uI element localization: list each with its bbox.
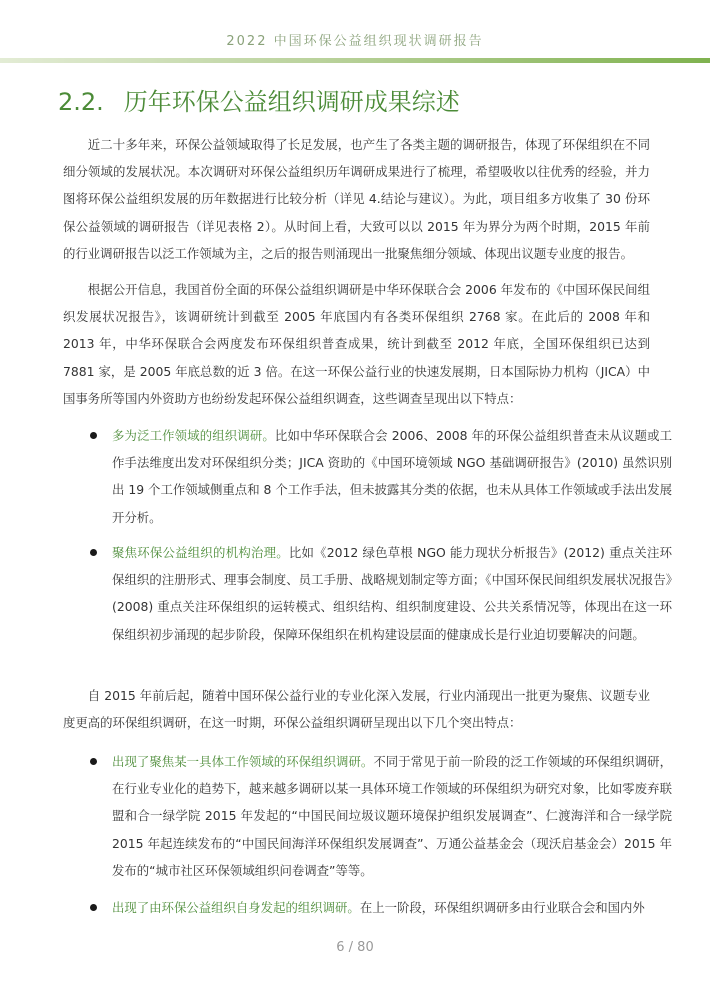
bullet-dot xyxy=(90,549,97,556)
header-title: 2022 中国环保公益组织现状调研报告 xyxy=(226,34,484,49)
bullet-lead: 出现了由环保公益组织自身发起的组织调研。 xyxy=(112,900,360,915)
bullet-item xyxy=(90,422,672,531)
header-rule xyxy=(0,58,710,63)
section-title: 历年环保公益组织调研成果综述 xyxy=(123,88,460,116)
bullet-dot xyxy=(90,904,97,911)
bullet-text: 不同于常见于前一阶段的泛工作领域的环保组织调研，在行业专业化的趋势下，越来越多调研以某一具体环境工作领域的环保组织为研究对象，比如零废弃联盟和合一绿学院 2015 年发起的“中国民间垃圾议题环境保护组织发展调查”、仁渡海洋和合一绿学院 2015 年起连续发布的“中国民间海洋环保组织发展调查”、万通公益基金会（现沃启基金会）2015 年发布的“城市社区环保领域组织问卷调查”等等。 xyxy=(112,754,673,878)
bullet-lead: 出现了聚焦某一具体工作领域的环保组织调研。 xyxy=(112,754,374,769)
bullet-item xyxy=(90,894,672,921)
paragraph-intro: 近二十多年来，环保公益领域取得了长足发展，也产生了各类主题的调研报告，体现了环保组织在不同细分领域的发展状况。本次调研对环保公益组织历年调研成果进行了梳理，希望吸收以往优秀的经验，并力图将环保公益组织发展的历年数据进行比较分析（详见 4.结论与建议）。为此，项目组多方收集了 30 份环保公益领域的调研报告（详见表格 2）。从时间上看，大致可以以 2015 年为界分为两个时期，2015 年前的行业调研报告以泛工作领域为主，之后的报告则涌现出一批聚焦细分领域、体现出议题专业度的报告。 xyxy=(63,137,650,261)
bullet-text: 在上一阶段，环保组织调研多由行业联合会和国内外 xyxy=(359,900,645,915)
bullet-dot xyxy=(90,432,97,439)
paragraph-history: 根据公开信息，我国首份全面的环保公益组织调研是中华环保联合会 2006 年发布的《中国环保民间组织发展状况报告》，该调研统计到截至 2005 年底国内有各类环保组织 2768 家。在此后的 2008 年和 2013 年，中华环保联合会两度发布环保组织普查成果，统计到截至 2012 年底，全国环保组织已达到 7881 家，是 2005 年底总数的近 3 倍。在这一环保公益行业的快速发展期，日本国际协力机构（JICA）中国事务所等国内外资助方也纷纷发起环保公益组织调查，这些调查呈现出以下特点： xyxy=(63,282,650,406)
bullet-item xyxy=(90,748,672,884)
section-number: 2.2. xyxy=(58,88,104,116)
paragraph-post-2015: 自 2015 年前后起，随着中国环保公益行业的专业化深入发展，行业内涌现出一批更为聚焦、议题专业度更高的环保组织调研，在这一时期，环保公益组织调研呈现出以下几个突出特点： xyxy=(63,688,650,731)
page-number: 6 / 80 xyxy=(336,940,374,955)
bullet-text: 比如《2012 绿色草根 NGO 能力现状分析报告》(2012) 重点关注环保组织的注册形式、理事会制度、员工手册、战略规划制定等方面；《中国环保民间组织发展状况报告》(2008) 重点关注环保组织的运转模式、组织结构、组织制度建设、公共关系情况等，体现出在这一环保组织初步涌现的起步阶段，保障环保组织在机构建设层面的健康成长是行业迫切要解决的问题。 xyxy=(112,545,672,642)
bullet-dot xyxy=(90,758,97,765)
section-heading xyxy=(58,82,460,117)
bullet-lead: 聚焦环保公益组织的机构治理。 xyxy=(112,545,289,560)
bullet-lead: 多为泛工作领域的组织调研。 xyxy=(112,428,275,443)
bullet-item xyxy=(90,539,672,648)
bullet-text: 比如中华环保联合会 2006、2008 年的环保公益组织普查未从议题或工作手法维度出发对环保组织分类；JICA 资助的《中国环境领域 NGO 基础调研报告》(2010) 虽然识别出 19 个工作领域侧重点和 8 个工作手法，但未披露其分类的依据，也未从具体工作领域或手法出发展开分析。 xyxy=(112,428,672,525)
